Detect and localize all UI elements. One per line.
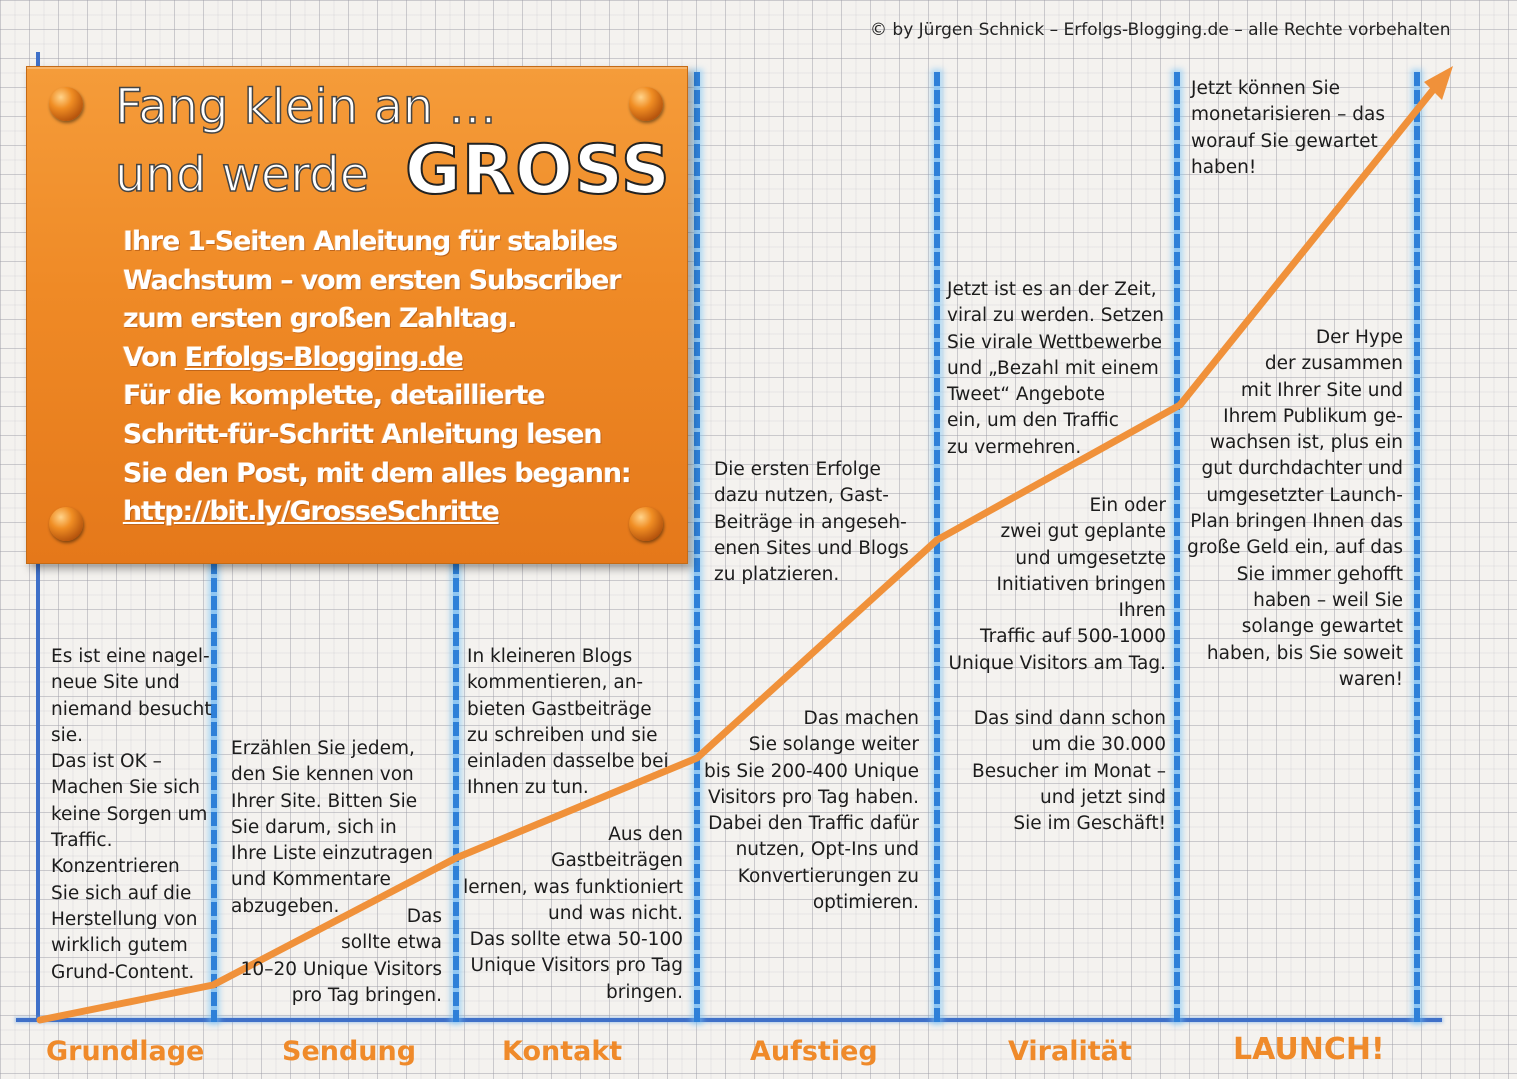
text-line: 10–20 Unique Visitors — [240, 958, 442, 980]
kontakt-text-bottom — [458, 822, 683, 1006]
text-line: wachsen ist, plus ein — [1209, 432, 1403, 454]
text-line: worauf Sie gewartet — [1191, 130, 1378, 152]
text-line: Sie virale Wettbewerbe — [947, 331, 1163, 353]
text-line: Erzählen Sie jedem, — [231, 738, 415, 759]
text-line: und Kommentare — [231, 869, 391, 891]
bolt-icon — [49, 87, 83, 121]
text-line: Initiativen bringen — [996, 573, 1166, 595]
text-line: sie. — [51, 724, 84, 746]
plaque-line: Ihre 1-Seiten Anleitung für stabiles — [123, 226, 618, 257]
text-line: Sie solange weiter — [748, 734, 919, 756]
stage-label-aufstieg: Aufstieg — [750, 1036, 878, 1067]
text-line: Das machen — [803, 708, 919, 729]
bolt-icon — [49, 507, 83, 541]
text-line: der zusammen — [1264, 353, 1403, 375]
text-line: waren! — [1338, 668, 1403, 690]
plaque-line: Wachstum – vom ersten Subscriber — [123, 264, 621, 296]
text-line: Es ist eine nagel- — [51, 646, 210, 667]
text-line: Ihre Liste einzutragen — [231, 843, 433, 865]
text-line: neue Site und — [51, 672, 180, 694]
plaque-title-big: GROSS — [405, 131, 671, 210]
text-line: haben! — [1191, 156, 1257, 178]
text-line: Das ist OK – — [51, 751, 162, 773]
von-prefix: Von — [123, 341, 185, 373]
text-line: bis Sie 200-400 Unique — [704, 760, 919, 782]
stage-label-viralitaet: Viralität — [1008, 1036, 1132, 1067]
text-line: Herstellung von — [51, 908, 198, 930]
text-line: solange gewartet — [1241, 616, 1403, 638]
text-line: niemand besucht — [51, 698, 212, 720]
text-line: wirklich gutem — [51, 935, 188, 957]
text-line: und jetzt sind — [1040, 786, 1166, 808]
text-line: enen Sites und Blogs — [714, 537, 909, 559]
text-line: Das sind dann schon — [973, 708, 1166, 729]
text-line: und was nicht. — [548, 902, 683, 924]
text-line: Jetzt können Sie — [1191, 78, 1341, 99]
text-line: Jetzt ist es an der Zeit, — [947, 279, 1157, 300]
text-line: Dabei den Traffic dafür — [708, 813, 919, 835]
text-line: Ihnen zu tun. — [467, 777, 589, 799]
text-line: Plan bringen Ihnen das — [1190, 511, 1403, 533]
text-line: um die 30.000 — [1031, 734, 1166, 756]
text-line: ein, um den Traffic — [947, 410, 1119, 432]
plaque-line: Für die komplette, detaillierte — [123, 380, 545, 412]
aufstieg-text-bottom — [704, 706, 919, 916]
text-line: Besucher im Monat – — [972, 760, 1166, 782]
post-url-link[interactable]: http://bit.ly/GrosseSchritte — [123, 496, 499, 528]
text-line: umgesetzter Launch- — [1206, 484, 1403, 506]
launch-text-bottom — [1184, 325, 1403, 693]
text-line: Sie im Geschäft! — [1013, 813, 1166, 835]
text-line: einladen dasselbe bei — [467, 751, 669, 773]
text-line: Ihren — [1118, 600, 1166, 622]
text-line: lernen, was funktioniert — [463, 876, 683, 898]
text-line: Beiträge in angeseh- — [714, 511, 907, 533]
plaque-body — [123, 223, 630, 532]
launch-text-top — [1191, 76, 1385, 181]
text-line: pro Tag bringen. — [291, 984, 442, 1006]
bolt-icon — [629, 87, 663, 121]
text-line: Traffic auf 500-1000 — [980, 626, 1166, 648]
text-line: Sie sich auf die — [51, 882, 192, 904]
plaque-title-line1: Fang klein an … — [115, 79, 497, 135]
text-line: optimieren. — [812, 892, 919, 914]
text-line: Ihrer Site. Bitten Sie — [231, 790, 418, 812]
sendung-text-top — [231, 736, 433, 920]
sendung-text-bottom — [231, 904, 442, 1009]
text-line: Konzentrieren — [51, 856, 180, 878]
text-line: mit Ihrer Site und — [1240, 379, 1403, 401]
text-line: Konvertierungen zu — [737, 865, 919, 887]
text-line: nutzen, Opt-Ins und — [735, 839, 919, 861]
text-line: große Geld ein, auf das — [1187, 537, 1403, 559]
text-line: Das — [406, 906, 442, 927]
text-line: Visitors pro Tag haben. — [708, 786, 919, 808]
text-line: Ihrem Publikum ge- — [1223, 405, 1403, 427]
stage-label-kontakt: Kontakt — [502, 1036, 623, 1067]
plaque-von-line — [123, 339, 630, 378]
stage-label-sendung: Sendung — [282, 1036, 417, 1067]
text-line: Sie darum, sich in — [231, 816, 397, 838]
text-line: Unique Visitors pro Tag — [470, 955, 683, 977]
text-line: abzugeben. — [231, 895, 340, 917]
text-line: bringen. — [606, 981, 683, 1003]
text-line: zu vermehren. — [947, 436, 1082, 458]
text-line: und umgesetzte — [1015, 547, 1166, 569]
erfolgs-blogging-link[interactable]: Erfolgs-Blogging.de — [184, 341, 463, 373]
text-line: viral zu werden. Setzen — [947, 305, 1164, 327]
text-line: Machen Sie sich — [51, 777, 201, 799]
text-line: zwei gut geplante — [1000, 521, 1166, 543]
stage-label-grundlage: Grundlage — [46, 1036, 205, 1067]
text-line: gut durchdachter und — [1201, 458, 1403, 480]
bolt-icon — [629, 507, 663, 541]
viralitaet-text-top — [947, 277, 1164, 461]
text-line: zu platzieren. — [714, 564, 840, 586]
text-line: Grund-Content. — [51, 961, 195, 983]
viralitaet-text-mid — [944, 493, 1166, 677]
text-line: Sie immer gehofft — [1236, 563, 1403, 585]
copyright-notice: © by Jürgen Schnick – Erfolgs-Blogging.de – alle Rechte vorbehalten — [870, 20, 1451, 40]
text-line: In kleineren Blogs — [467, 646, 633, 667]
stage-label-launch: LAUNCH! — [1233, 1032, 1385, 1067]
plaque-title-line2: und werde — [115, 147, 370, 203]
text-line: Der Hype — [1315, 327, 1403, 348]
text-line: keine Sorgen um — [51, 803, 208, 825]
text-line: haben, bis Sie soweit — [1206, 642, 1403, 664]
title-plaque — [26, 66, 688, 564]
aufstieg-text-top — [714, 457, 909, 588]
text-line: Ein oder — [1089, 495, 1166, 516]
plaque-line: Sie den Post, mit dem alles begann: — [123, 457, 631, 489]
plaque-line: zum ersten großen Zahltag. — [123, 303, 517, 335]
text-line: Aus den — [608, 824, 683, 845]
text-line: dazu nutzen, Gast- — [714, 485, 889, 507]
grundlage-text — [51, 644, 212, 986]
text-line: Das sollte etwa 50-100 — [469, 929, 683, 951]
text-line: bieten Gastbeiträge — [467, 698, 652, 720]
text-line: den Sie kennen von — [231, 764, 414, 786]
text-line: Unique Visitors am Tag. — [948, 652, 1166, 674]
text-line: sollte etwa — [341, 932, 442, 954]
text-line: Die ersten Erfolge — [714, 459, 881, 480]
text-line: Traffic. — [51, 830, 113, 852]
text-line: Tweet“ Angebote — [947, 384, 1106, 406]
viralitaet-text-bottom — [944, 706, 1166, 837]
kontakt-text-top — [467, 644, 669, 802]
text-line: zu schreiben und sie — [467, 724, 658, 746]
plaque-line: Schritt-für-Schritt Anleitung lesen — [123, 418, 602, 450]
text-line: Gastbeiträgen — [551, 850, 683, 872]
text-line: monetarisieren – das — [1191, 104, 1385, 126]
text-line: und „Bezahl mit einem — [947, 357, 1159, 379]
text-line: haben – weil Sie — [1253, 589, 1403, 611]
text-line: kommentieren, an- — [467, 672, 644, 694]
